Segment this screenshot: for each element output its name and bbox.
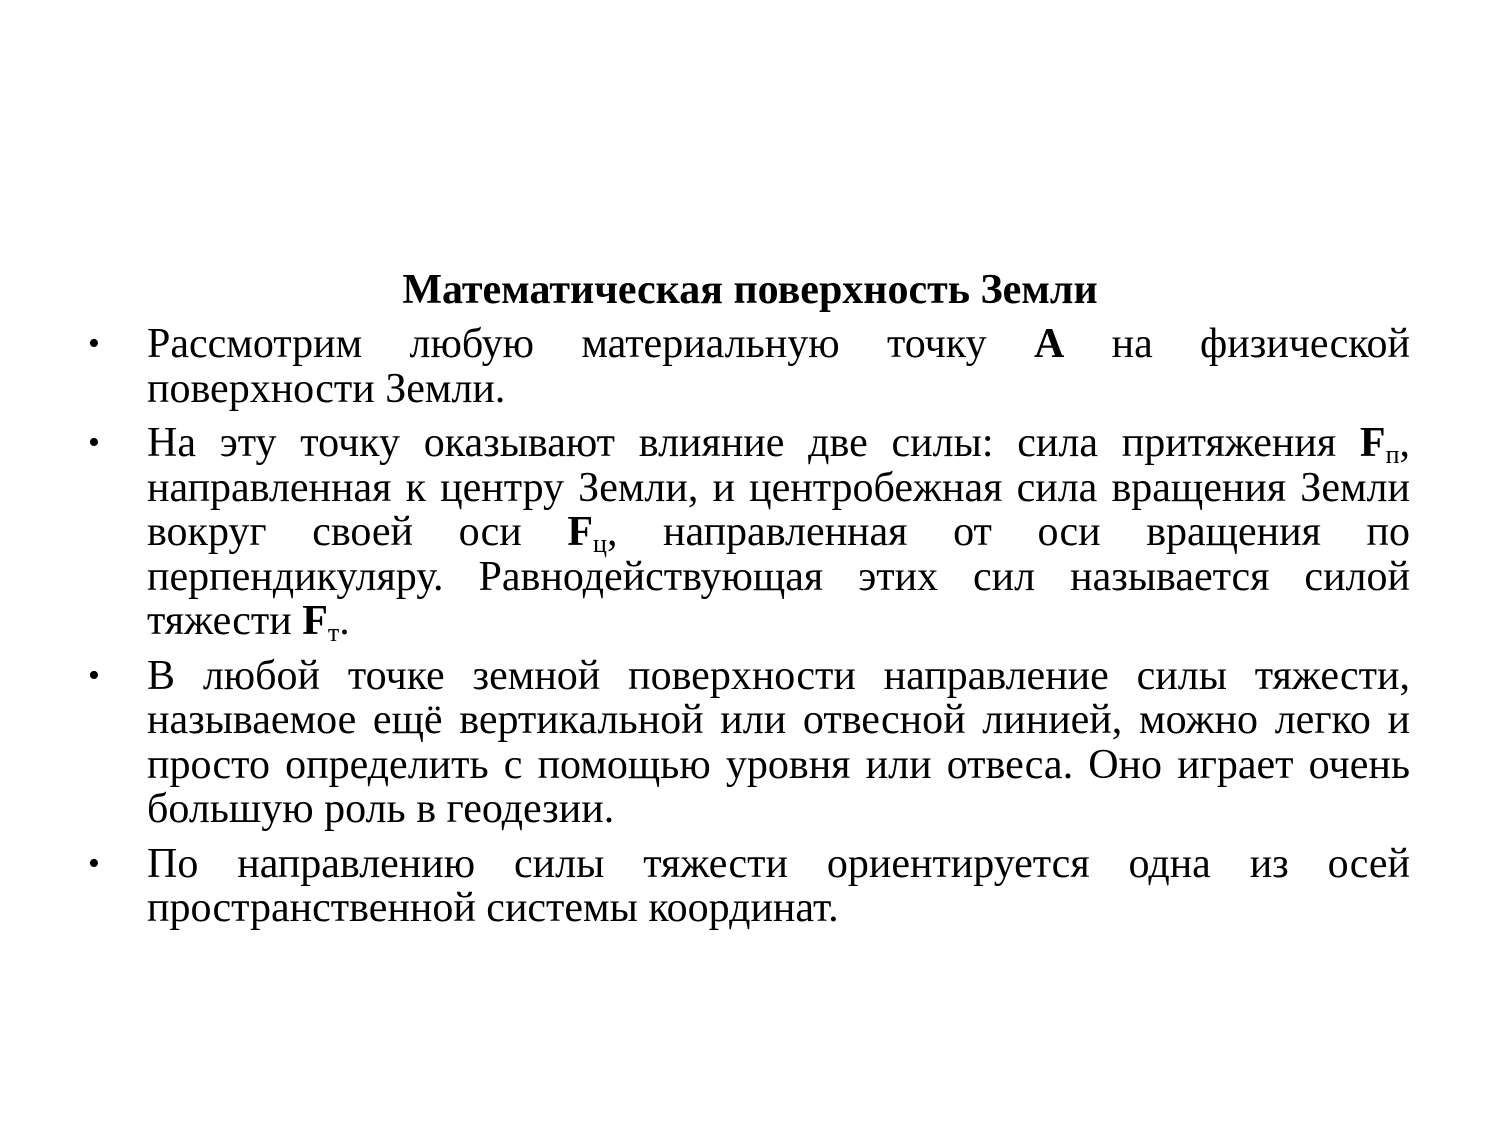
text-run: На эту точку оказывают влияние две силы: сила притяжения — [147, 420, 1360, 466]
bullet-dot: • — [88, 424, 100, 461]
force-subscript: п — [1385, 440, 1400, 469]
force-symbol: F — [302, 598, 328, 644]
point-label: A — [1033, 321, 1065, 367]
bullet-list — [0, 322, 1500, 941]
bullet-text — [147, 322, 1410, 411]
text-run: , направленная к центру Земли, и центробежная сила вращения Земли вокруг своей оси — [147, 420, 1410, 555]
slide-title: Математическая поверхность Земли — [402, 267, 1098, 313]
text-run: на физической поверхности Земли. — [147, 321, 1410, 412]
bullet-item — [0, 420, 1410, 647]
force-subscript: ц — [593, 529, 607, 558]
text-run: , направленная от оси вращения по перпендикуляру. Равнодействующая этих сил называется силой тяжести — [147, 509, 1410, 644]
text-run: . — [339, 598, 350, 644]
text-run: Рассмотрим любую материальную точку — [147, 321, 1034, 367]
force-symbol: F — [1359, 420, 1386, 466]
force-symbol: F — [567, 509, 594, 555]
bullet-dot: • — [88, 325, 100, 362]
force-subscript: т — [327, 618, 340, 647]
bullet-item — [0, 654, 1410, 832]
bullet-text — [147, 654, 1410, 832]
bullet-text — [147, 420, 1410, 647]
bullet-dot: • — [88, 844, 100, 882]
bullet-item — [0, 842, 1410, 931]
text-run: В любой точке земной поверхности направление силы тяжести, называемое ещё вертикальной или отвесной линией, можно легко и просто определить с помощью уровня или отвеса. Оно играет очень большую роль в геодезии. — [147, 652, 1410, 832]
bullet-dot: • — [88, 656, 100, 694]
bullet-item — [0, 322, 1410, 411]
text-run: По направлению силы тяжести ориентируется одна из осей пространственной системы координат. — [147, 840, 1410, 931]
bullet-text — [147, 842, 1410, 931]
